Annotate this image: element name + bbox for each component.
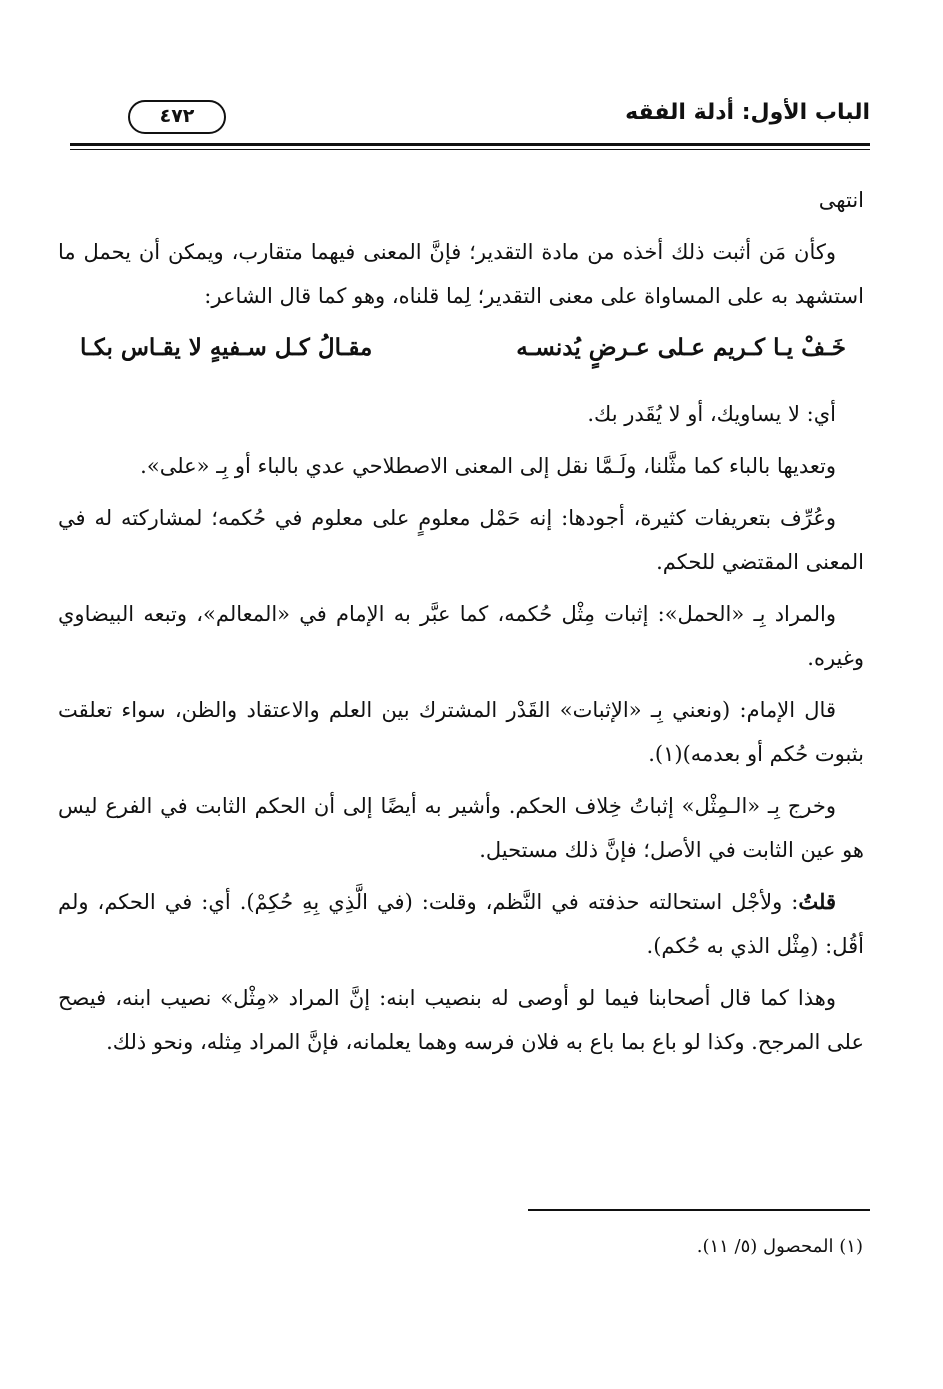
footnote: (١) المحصول (٥/ ١١).	[696, 1236, 863, 1257]
paragraph: وعُرِّف بتعريفات كثيرة، أجودها: إنه حَمْل معلومٍ على معلوم في حُكمه؛ لمشاركته له في المعنى المقتضي للحكم.	[58, 506, 864, 574]
paragraph: وكأن مَن أثبت ذلك أخذه من مادة التقدير؛ فإنَّ المعنى فيهما متقارب، ويمكن أن يحمل ما استشهد به على المساواة على معنى التقدير؛ لِما قلناه، وهو كما قال الشاعر:	[58, 240, 864, 308]
bold-lead-word: قلتُ	[798, 889, 836, 914]
verse-second-hemistich: مقـالُ كـل سـفيهٍ لا يقـاس بكـا	[80, 334, 373, 361]
verse-first-hemistich: خَـفْ يـا كـريم عـلى عـرضٍ يُدنسـه	[516, 334, 846, 361]
paragraph: وخرج بِـ «الـمِثْل» إثباتُ خِلاف الحكم. وأشير به أيضًا إلى أن الحكم الثابت في الفرع ليس هو عين الثابت في الأصل؛ فإنَّ ذلك مستحيل.	[58, 794, 864, 862]
paragraph: وهذا كما قال أصحابنا فيما لو أوصى له بنصيب ابنه: إنَّ المراد «مِثْل» نصيب ابنه، فيصح على المرجح. وكذا لو باع بما باع به فلان فرسه وهما يعلمانه، فإنَّ المراد مِثله، ونحو ذلك.	[58, 986, 864, 1054]
page-header	[70, 98, 870, 148]
footnote-separator	[528, 1209, 870, 1211]
header-rule-thick	[70, 143, 870, 146]
paragraph: وتعديها بالباء كما مثَّلنا، ولَـمَّا نقل إلى المعنى الاصطلاحي عدي بالباء أو بِـ «على».	[140, 454, 836, 478]
paragraph	[58, 880, 864, 968]
paragraph: والمراد بِـ «الحمل»: إثبات مِثْل حُكمه، كما عبَّر به الإمام في «المعالم»، وتبعه البيضاوي وغيره.	[58, 602, 864, 670]
paragraph: انتهى	[818, 188, 864, 212]
poetry-verse	[58, 326, 864, 370]
paragraph: قال الإمام: (ونعني بِـ «الإثبات» القَدْر المشترك بين العلم والاعتقاد والظن، سواء تعلقت بثبوت حُكم أو بعدمه)(١).	[58, 698, 864, 766]
chapter-title: الباب الأول: أدلة الفقه	[625, 100, 870, 125]
paragraph-text: : ولأجْل استحالته حذفته في النَّظم، وقلت: (في الَّذِي بِهِ حُكِمْ). أي: في الحكم، ولم أقُل: (مِثْل الذي به حُكم).	[58, 890, 864, 958]
paragraph: أي: لا يساويك، أو لا يُقَدر بك.	[587, 402, 836, 426]
body-text	[58, 178, 864, 1072]
header-rule-thin	[70, 149, 870, 150]
page-number: ٤٧٢	[128, 100, 226, 134]
